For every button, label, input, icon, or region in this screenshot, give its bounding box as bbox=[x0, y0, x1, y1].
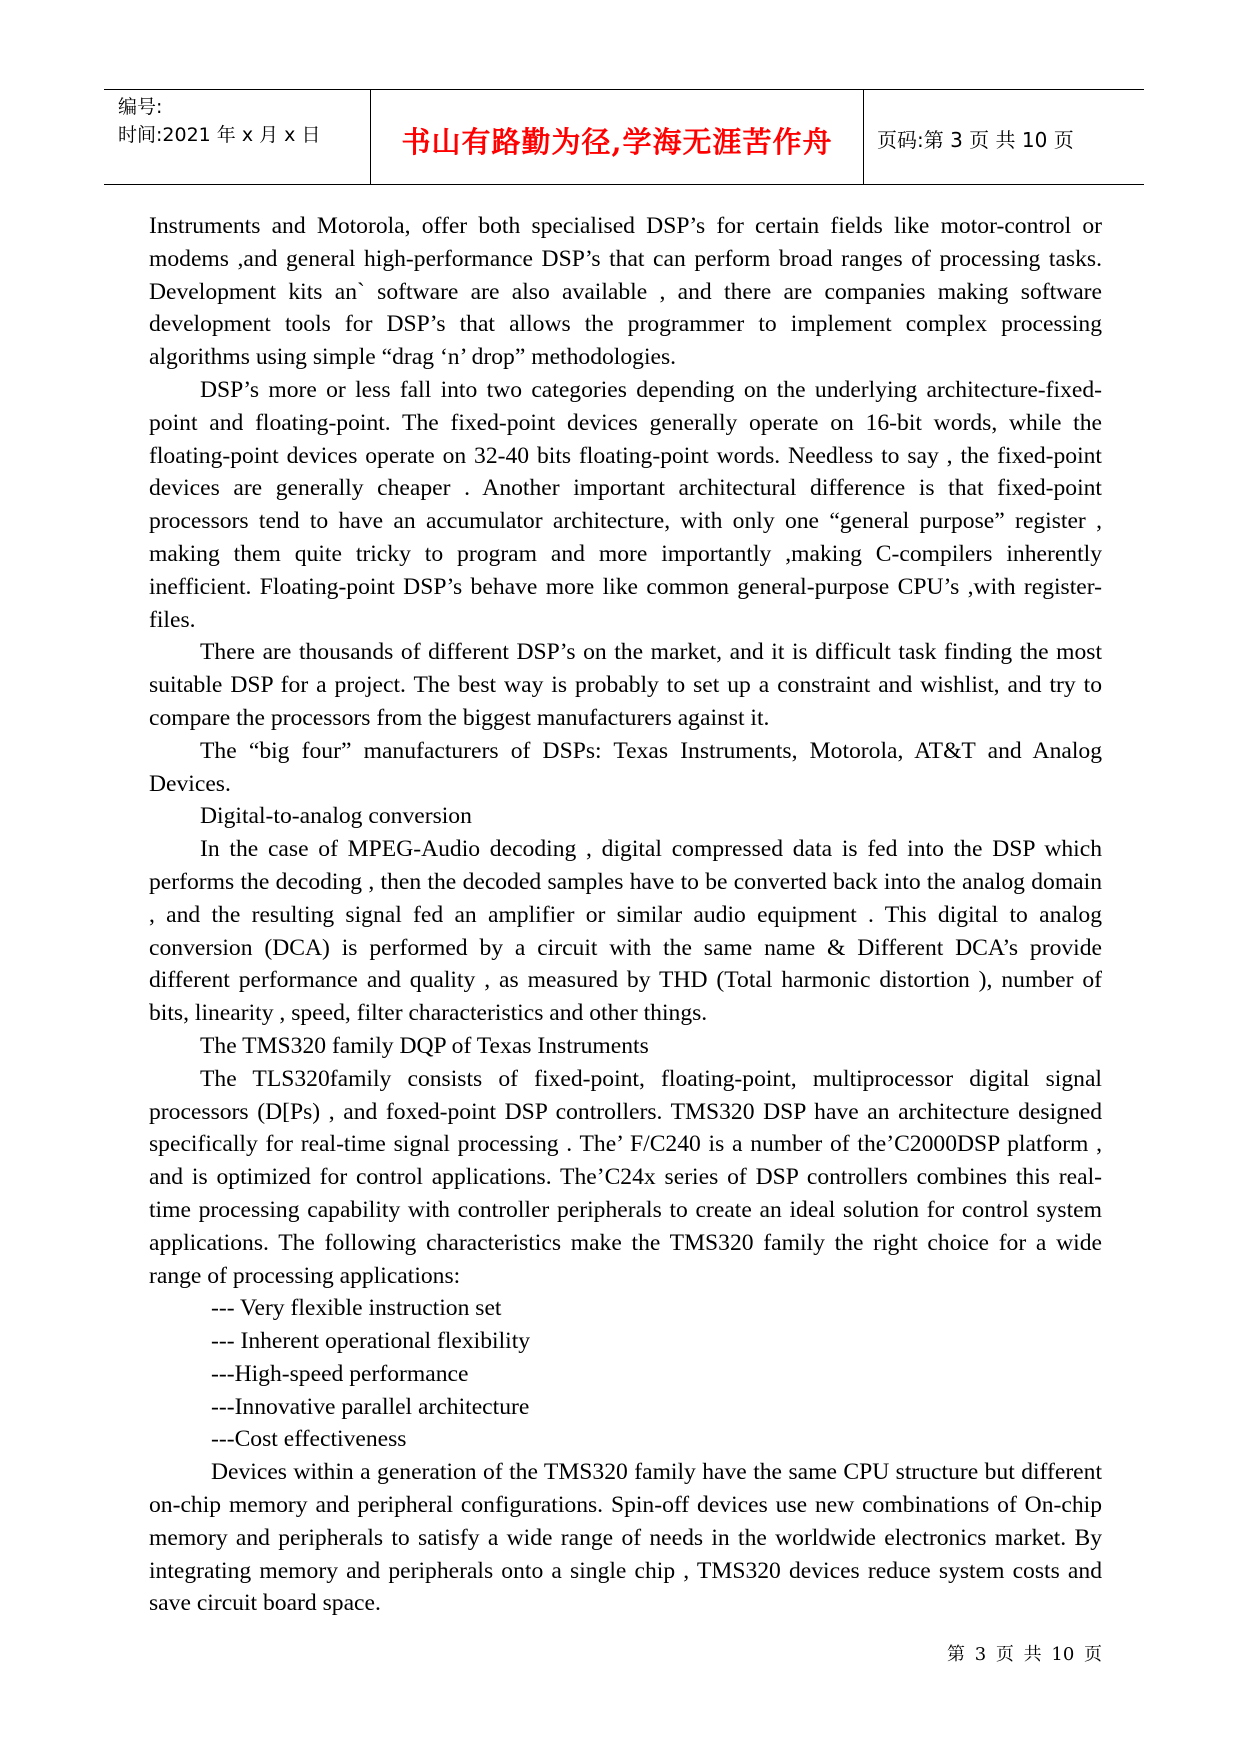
list-item: --- Very flexible instruction set bbox=[211, 1295, 502, 1322]
header-motto: 书山有路勤为径,学海无涯苦作舟 bbox=[401, 125, 833, 159]
list-item: ---Cost effectiveness bbox=[211, 1426, 407, 1453]
header-right-cell bbox=[864, 90, 1144, 184]
paragraph: In the case of MPEG-Audio decoding , digital compressed data is fed into the DSP which performs the decoding , then the decoded samples have to be converted back into the analog domain , and the resulting signal fed an amplifier or similar audio equipment . This digital to analog conversion (DCA) is performed by a circuit with the same name & Different DCA’s provide different performance and quality , as measured by THD (Total harmonic distortion ), number of bits, linearity , speed, filter characteristics and other things. bbox=[149, 836, 1102, 1027]
section-heading: The TMS320 family DQP of Texas Instruments bbox=[200, 1032, 649, 1059]
list-item: ---High-speed performance bbox=[211, 1360, 469, 1387]
header-center-cell bbox=[370, 90, 864, 184]
section-heading: Digital-to-analog conversion bbox=[200, 803, 472, 830]
list-item: --- Inherent operational flexibility bbox=[211, 1328, 531, 1355]
list-item: ---Innovative parallel architecture bbox=[211, 1393, 530, 1420]
document-number-label: 编号: bbox=[118, 96, 163, 118]
paragraph: There are thousands of different DSP’s on the market, and it is difficult task finding the most suitable DSP for a project. The best way is probably to set up a constraint and wishlist, and try to compare the processors from the biggest manufacturers against it. bbox=[149, 639, 1102, 731]
header-table bbox=[104, 89, 1144, 185]
header-left-cell bbox=[104, 90, 370, 184]
paragraph: The TLS320family consists of fixed-point, floating-point, multiprocessor digital signal processors (D[Ps) , and foxed-point DSP controllers. TMS320 DSP have an architecture designed specifically for real-time signal processing . The’ F/C240 is a number of the’C2000DSP platform , and is optimized for control applications. The’C24x series of DSP controllers combines this real-time processing capability with controller peripherals to create an ideal solution for control system applications. The following characteristics make the TMS320 family the right choice for a wide range of processing applications: bbox=[149, 1065, 1102, 1289]
paragraph: DSP’s more or less fall into two categories depending on the underlying architecture-fixed-point and floating-point. The fixed-point devices generally operate on 16-bit words, while the floating-point devices operate on 32-40 bits floating-point words. Needless to say , the fixed-point devices are generally cheaper . Another important architectural difference is that fixed-point processors tend to have an accumulator architecture, with only one “general purpose” register , making them quite tricky to program and more importantly ,making C-compilers inherently inefficient. Floating-point DSP’s behave more like common general-purpose CPU’s ,with register-files. bbox=[149, 376, 1102, 633]
paragraph: The “big four” manufacturers of DSPs: Texas Instruments, Motorola, AT&T and Analog Devices. bbox=[149, 737, 1102, 797]
page-footer: 第 3 页 共 10 页 bbox=[947, 1644, 1102, 1665]
paragraph: Devices within a generation of the TMS320 family have the same CPU structure but different on-chip memory and peripheral configurations. Spin-off devices use new combinations of On-chip memory and peripherals to satisfy a wide range of needs in the worldwide electronics market. By integrating memory and peripherals onto a single chip , TMS320 devices reduce system costs and save circuit board space. bbox=[149, 1459, 1102, 1617]
body-text bbox=[149, 210, 1102, 1620]
paragraph: Instruments and Motorola, offer both specialised DSP’s for certain fields like motor-control or modems ,and general high-performance DSP’s that can perform broad ranges of processing tasks. Development kits an` software are also available , and there are companies making software development tools for DSP’s that allows the programmer to implement complex processing algorithms using simple “drag ‘n’ drop” methodologies. bbox=[149, 213, 1102, 371]
header-page-code: 页码:第 3 页 共 10 页 bbox=[877, 128, 1074, 152]
document-date: 时间:2021 年 x 月 x 日 bbox=[118, 124, 321, 146]
